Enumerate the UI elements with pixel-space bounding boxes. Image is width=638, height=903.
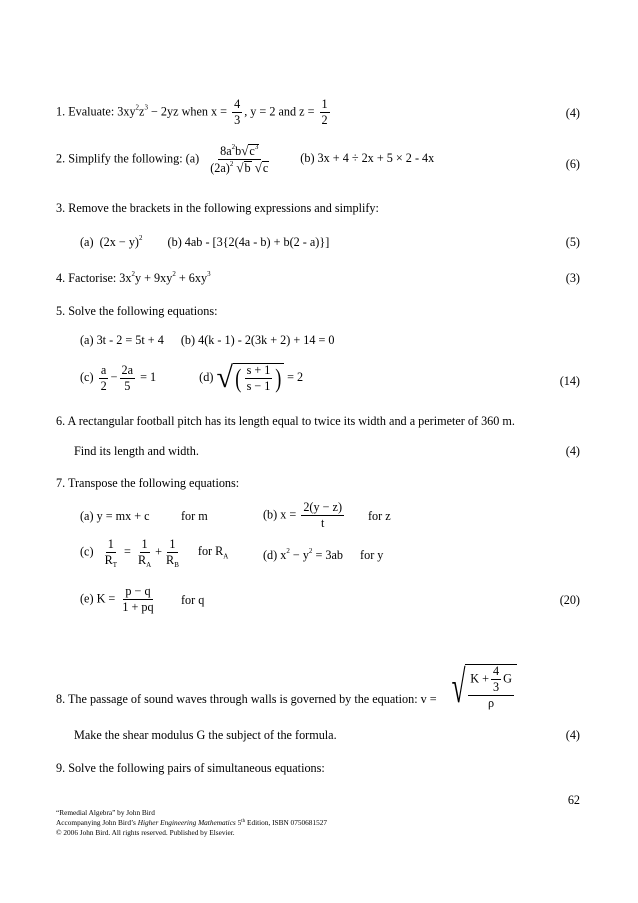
- fraction: $\frac{1}{2}$: [321, 97, 328, 127]
- marks-q3: (5): [565, 235, 580, 249]
- fraction: $\frac{a}{2}$: [100, 362, 107, 393]
- question-8-line2: Make the shear modulus G the subject of the formula.: [74, 728, 337, 742]
- fraction: $\frac{2a}{5}$: [121, 362, 134, 393]
- fraction: $\frac{2(y - z)}{t}$: [303, 500, 343, 530]
- question-7: 7. Transpose the following equations:: [56, 476, 240, 490]
- fraction: $\frac{1}{R_T}$: [104, 537, 117, 569]
- question-7d: (d) $x^2 - y^2 = 3ab$ for y: [263, 547, 384, 562]
- marks-q1: (4): [565, 106, 580, 120]
- footer-line-2: Accompanying John Bird’s Higher Engineering Mathematics 5th Edition, ISBN 0750681527: [56, 818, 328, 827]
- question-8: 8. The passage of sound waves through walls is governed by the equation: v =: [56, 692, 437, 706]
- question-1: 1. Evaluate: $3xy^2z^3 - 2yz$ when x = $\frac{4}{3}$ , y = 2 and z = $\frac{1}{2}$: [56, 97, 328, 127]
- question-7b-for: for z: [368, 509, 391, 523]
- fraction: K + $\frac{4}{3}$ G ρ: [470, 664, 512, 710]
- page-number: 62: [567, 793, 580, 807]
- question-2: 2. Simplify the following: (a) $\frac{8a^2b√c^3}{(2a)^2 √b √c}$ (b) 3x + 4 ÷ 2x + 5 × 2 - 4x: [56, 143, 435, 175]
- question-7e-for: for q: [181, 593, 205, 607]
- fraction: $\frac{4}{3}$: [492, 664, 500, 694]
- question-3-parts: (a) $(2x - y)^2$ (b) 4ab - [3{2(4a - b) + b(2 - a)}]: [80, 234, 330, 249]
- question-7e: (e) K = $\frac{p - q}{1 + pq}$: [80, 584, 154, 614]
- fraction: $\frac{p - q}{1 + pq}$: [122, 584, 154, 614]
- marks-q4: (3): [565, 271, 580, 285]
- question-4: 4. Factorise: $3x^2y + 9xy^2 + 6xy^3$: [56, 270, 211, 285]
- fraction: $\frac{1}{R_B}$: [166, 537, 179, 569]
- marks-q2: (6): [565, 157, 580, 171]
- sqrt-icon: √: [451, 661, 466, 712]
- question-6-line2: Find its length and width.: [74, 444, 199, 458]
- question-7b: (b) x = $\frac{2(y - z)}{t}$: [263, 500, 343, 530]
- footer-line-1: “Remedial Algebra” by John Bird: [56, 808, 155, 817]
- question-3: 3. Remove the brackets in the following expressions and simplify:: [56, 201, 379, 215]
- question-7a: (a) y = mx + c: [80, 509, 150, 523]
- marks-q7: (20): [559, 593, 580, 607]
- fraction: $\frac{s + 1}{s - 1}$: [246, 363, 271, 393]
- sqrt-icon: √: [236, 160, 244, 175]
- marks-q8: (4): [565, 728, 580, 742]
- sqrt-icon: √: [254, 160, 262, 175]
- question-6: 6. A rectangular football pitch has its length equal to twice its width and a perimeter of 360 m.: [56, 414, 515, 428]
- question-5-cd: (c) $\frac{a}{2}$ − $\frac{2a}{5}$ = 1 (d) √( $\frac{s + 1}{s - 1}$ ) = 2: [80, 361, 304, 394]
- footer-line-3: © 2006 John Bird. All rights reserved. Published by Elsevier.: [56, 828, 235, 837]
- marks-q5: (14): [559, 374, 580, 388]
- question-5: 5. Solve the following equations:: [56, 304, 218, 318]
- question-9: 9. Solve the following pairs of simultaneous equations:: [56, 761, 325, 775]
- question-5-ab: (a) 3t - 2 = 5t + 4 (b) 4(k - 1) - 2(3k + 2) + 14 = 0: [80, 333, 335, 347]
- marks-q6: (4): [565, 444, 580, 458]
- sqrt-icon: √: [216, 361, 233, 394]
- sqrt-icon: √: [241, 143, 249, 158]
- question-8-formula: [446, 661, 517, 712]
- fraction: $\frac{1}{R_A}$: [137, 537, 152, 569]
- question-7c: (c) $\frac{1}{R_T}$ = $\frac{1}{R_A}$ + $\frac{1}{R_B}$ for $R_A$: [80, 537, 229, 569]
- fraction: $\frac{8a^2b√c^3}{(2a)^2 √b √c}$: [210, 143, 269, 175]
- fraction: $\frac{4}{3}$: [234, 97, 241, 127]
- question-7a-for: for m: [181, 509, 208, 523]
